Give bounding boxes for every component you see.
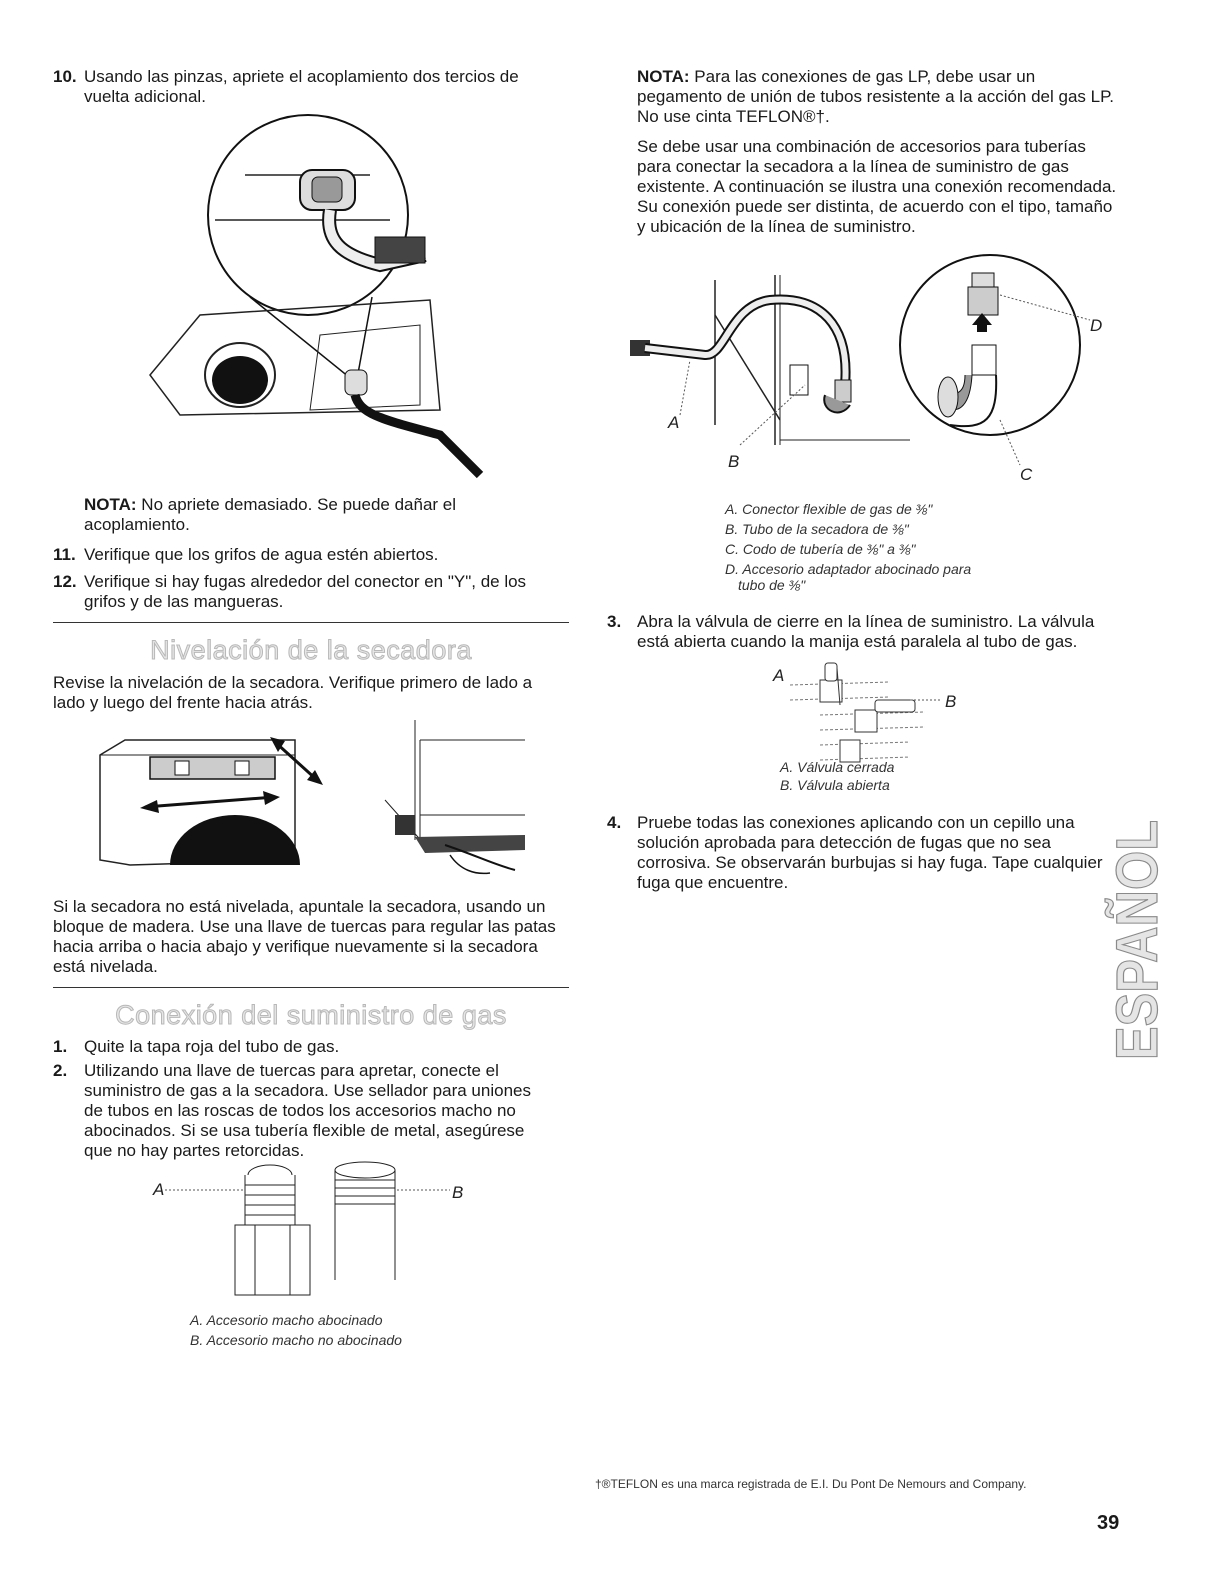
connection-label-c: C [1020,465,1033,484]
note-lp-gas [637,67,1117,127]
note-do-not-overtighten [84,495,554,535]
note-label: NOTA: [84,495,137,514]
step-text: Verifique que los grifos de agua estén abiertos. [84,545,439,564]
connection-caption-b: B. Tubo de la secadora de ⅜" [725,521,909,537]
step-text: Pruebe todas las conexiones aplicando con un cepillo una solución aprobada para detección de fugas que no sea corrosiva. Se observarán burbujas si hay fuga. Tape cualquier fuga que encuentre. [637,813,1103,892]
step-text: Usando las pinzas, apriete el acoplamiento dos tercios de vuelta adicional. [84,67,519,106]
note-text: No apriete demasiado. Se puede dañar el acoplamiento. [84,495,457,534]
step-number: 12. [53,572,77,591]
fitting-caption-b: B. Accesorio macho no abocinado [190,1332,402,1348]
step-text: Abra la válvula de cierre en la línea de suministro. La válvula está abierta cuando la manija está paralela al tubo de gas. [637,612,1095,651]
step-text: Quite la tapa roja del tubo de gas. [84,1037,340,1056]
step-number: 11. [53,545,76,564]
shutoff-valve-illustration [780,660,950,765]
valve-label-b: B [945,692,957,711]
connection-label-b: B [728,452,740,471]
valve-caption-a: A. Válvula cerrada [780,759,895,775]
step-number: 4. [607,813,622,832]
side-tab-label: ESPAÑOL [1105,783,1170,1060]
fitting-label-a: A [153,1180,165,1199]
fitting-caption-a: A. Accesorio macho abocinado [190,1312,383,1328]
step-number: 1. [53,1037,68,1056]
step-number: 2. [53,1061,68,1080]
fitting-label-b: B [452,1183,464,1202]
leveling-intro-paragraph: Revise la nivelación de la secadora. Verifique primero de lado a lado y luego del frente hacia atrás. [53,673,533,712]
connection-label-d: D [1090,316,1103,335]
note-label: NOTA: [637,67,690,86]
section-heading-gas-connection: Conexión del suministro de gas [115,1000,507,1030]
step-text: Utilizando una llave de tuercas para apretar, conecte el suministro de gas a la secadora. Use sellador para uniones de tubos en las roscas de todos los accesorios macho no abocinados. Si se usa tubería flexible de metal, asegúrese que no hay partes retorcidas. [84,1061,531,1160]
section-divider [53,987,569,988]
language-side-tab [1105,783,1213,1060]
recommended-gas-connection-illustration [620,245,1103,475]
connection-label-a: A [668,413,680,432]
page-number: 39 [1097,1512,1120,1534]
step-number: 3. [607,612,622,631]
teflon-footnote: †®TEFLON es una marca registrada de E.I. Du Pont De Nemours and Company. [595,1477,1027,1491]
male-fittings-illustration [150,1160,480,1300]
valve-caption-b: B. Válvula abierta [780,777,890,793]
leveling-adjust-paragraph: Si la secadora no está nivelada, apuntale la secadora, usando un bloque de madera. Use una llave de tuercas para regular las patas hacia arriba o hacia abajo y verifique nuevamente si la secadora está nivelada. [53,897,556,976]
connection-caption-d-cont: tubo de ⅜" [738,577,806,593]
connection-caption-d: D. Accesorio adaptador abocinado para [725,561,972,577]
step-number: 10. [53,67,77,86]
dryer-leveling-illustration [95,715,535,895]
connection-caption-c: C. Codo de tubería de ⅜" a ⅜" [725,541,916,557]
section-heading-leveling: Nivelación de la secadora [150,635,472,665]
fittings-paragraph: Se debe usar una combinación de accesorios para tuberías para conectar la secadora a la línea de suministro de gas existente. A continuación se ilustra una conexión recomendada. Su conexión puede ser distinta, de acuerdo con el tipo, tamaño y ubicación de la línea de suministro. [637,137,1117,236]
step-text: Verifique si hay fugas alrededor del conector en "Y", de los grifos y de las mangueras. [84,572,527,611]
note-text: Para las conexiones de gas LP, debe usar un pegamento de unión de tubos resistente a la acción del gas LP. No use cinta TEFLON®†. [637,67,1114,126]
connection-caption-a: A. Conector flexible de gas de ⅜" [725,501,933,517]
coupling-tightening-illustration [140,115,490,485]
valve-label-a: A [773,666,785,685]
section-divider [53,622,569,623]
